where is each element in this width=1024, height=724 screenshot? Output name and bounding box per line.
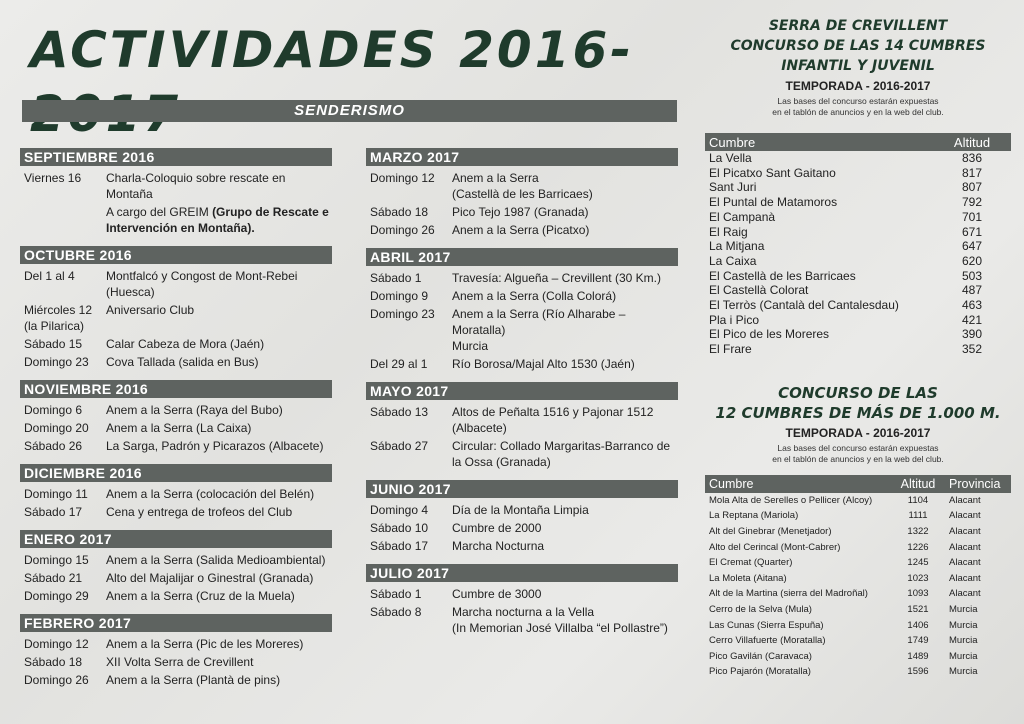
peak-province: Murcia [949, 619, 978, 631]
month-block [366, 248, 678, 372]
event-description [452, 502, 678, 518]
event-text: La Sarga, Padrón y Picarazos (Albacete) [106, 439, 324, 453]
event-text: Anem a la Serra (Río Alharabe – Moratalla) Murcia [452, 307, 626, 353]
table-row [705, 524, 1011, 540]
event-text: Cova Tallada (salida en Bus) [106, 355, 259, 369]
month-heading: JULIO 2017 [366, 564, 678, 582]
peak-altitude: 352 [961, 342, 983, 357]
event-date: Sábado 1 [370, 271, 422, 285]
section-title: SENDERISMO [22, 100, 677, 122]
table-row [705, 210, 1011, 225]
peak-province: Alacant [949, 526, 981, 538]
event-description [452, 356, 678, 372]
peak-name: El Terròs (Cantalà del Cantalesdau) [709, 298, 899, 313]
event-text: Alto del Majalijar o Ginestral (Granada) [106, 571, 314, 585]
table-row [705, 508, 1011, 524]
event-date: Sábado 8 [370, 605, 422, 619]
contest-14-note: Las bases del concurso estarán expuestas en el tablón de anuncios y en la web del club. [772, 96, 944, 117]
table-row [705, 586, 1011, 602]
table-row [705, 239, 1011, 254]
peak-name: Sant Juri [709, 180, 757, 195]
column-header-provincia: Provincia [945, 475, 1011, 493]
month-block [20, 530, 332, 604]
event-date: Sábado 17 [370, 539, 429, 553]
event-description [106, 302, 332, 334]
peak-altitude: 1322 [907, 526, 929, 538]
event-description [106, 654, 332, 670]
event-row [366, 356, 678, 372]
event-date: Sábado 17 [24, 505, 83, 519]
contest-14-table [705, 133, 1011, 357]
table-header-row [705, 475, 1011, 493]
column-header-altitud: Altitud [933, 133, 1011, 151]
peak-altitude: 701 [961, 209, 983, 224]
calendar-column-2 [366, 148, 678, 646]
contest-12-title-line: CONCURSO DE LAS [778, 383, 938, 402]
event-row [20, 552, 332, 568]
peak-altitude: 620 [961, 253, 983, 268]
event-description [106, 486, 332, 502]
event-row [20, 354, 332, 370]
event-text: Calar Cabeza de Mora (Jaén) [106, 337, 265, 351]
month-block [20, 464, 332, 520]
peak-altitude: 503 [961, 268, 983, 283]
event-row [366, 204, 678, 220]
event-date: Domingo 15 [24, 553, 89, 567]
event-date: Domingo 20 [24, 421, 89, 435]
event-row [20, 420, 332, 436]
peak-name: El Castellà Colorat [709, 283, 809, 298]
peak-province: Murcia [949, 604, 978, 615]
contest-12-table [705, 475, 1011, 680]
event-description [106, 438, 332, 454]
peak-name: La Reptana (Mariola) [709, 510, 799, 522]
month-block [20, 380, 332, 454]
month-heading: MAYO 2017 [366, 382, 678, 400]
peak-altitude: 421 [961, 312, 983, 327]
peak-name: El Pico de les Moreres [709, 327, 830, 342]
table-row [705, 313, 1011, 328]
event-date: Domingo 26 [370, 223, 435, 237]
event-text: Marcha nocturna a la Vella (In Memorian José Villalba “el Pollastre”) [452, 605, 668, 635]
event-description [106, 552, 332, 568]
table-row [705, 269, 1011, 284]
month-block [366, 564, 678, 636]
event-description [106, 402, 332, 418]
event-text: Anem a la Serra (Colla Colorá) [452, 289, 617, 303]
table-row [705, 493, 1011, 509]
table-row [705, 618, 1011, 634]
month-block [366, 480, 678, 554]
event-date: Domingo 23 [24, 355, 89, 369]
event-text: Cumbre de 3000 [452, 587, 542, 601]
peak-province: Murcia [949, 666, 978, 678]
event-description [106, 170, 332, 202]
event-description [452, 538, 678, 554]
month-block [366, 382, 678, 470]
table-row [705, 298, 1011, 313]
event-text: Anem a la Serra (Salida Medioambiental) [106, 553, 326, 567]
event-date: Domingo 9 [370, 289, 429, 303]
table-row [705, 555, 1011, 571]
peak-province: Alacant [949, 510, 981, 522]
peak-name: Pico Pajarón (Moratalla) [709, 666, 811, 678]
event-row [366, 604, 678, 636]
event-text: Anem a la Serra (Pic de les Moreres) [106, 637, 304, 651]
event-row [366, 538, 678, 554]
event-description [106, 204, 332, 236]
month-heading: NOVIEMBRE 2016 [20, 380, 332, 398]
event-row [366, 404, 678, 436]
peak-province: Alacant [949, 541, 981, 553]
event-row [20, 672, 332, 688]
event-text: A cargo del GREIM [106, 205, 209, 219]
event-row [366, 288, 678, 304]
peak-altitude: 1226 [907, 541, 929, 553]
peak-name: El Picatxo Sant Gaitano [709, 165, 836, 180]
event-row [20, 302, 332, 334]
event-text: Anem a la Serra (Cruz de la Muela) [106, 589, 295, 603]
peak-name: Cerro Villafuerte (Moratalla) [709, 635, 826, 647]
event-row [366, 270, 678, 286]
event-description [106, 672, 332, 688]
column-header-altitud: Altitud [891, 475, 945, 493]
event-row [366, 586, 678, 602]
event-description [106, 336, 332, 352]
peak-altitude: 1749 [907, 635, 929, 647]
event-text: Montfalcó y Congost de Mont-Rebei (Huesca) [106, 269, 298, 299]
table-row [705, 571, 1011, 587]
event-row [20, 504, 332, 520]
month-block [20, 614, 332, 688]
peak-name: El Cremat (Quarter) [709, 557, 793, 569]
table-row [705, 283, 1011, 298]
peak-name: El Frare [709, 342, 752, 357]
peak-province: Alacant [949, 572, 981, 584]
event-date: Miércoles 12 (la Pilarica) [24, 303, 93, 333]
event-description [452, 204, 678, 220]
peak-name: Mola Alta de Serelles o Pellicer (Alcoy) [709, 494, 873, 506]
event-row [20, 570, 332, 586]
peak-name: La Moleta (Aitana) [709, 572, 787, 584]
event-row [366, 222, 678, 238]
event-text: XII Volta Serra de Crevillent [106, 655, 254, 669]
month-heading: ABRIL 2017 [366, 248, 678, 266]
peak-altitude: 1489 [907, 650, 929, 662]
peak-name: El Raig [709, 224, 748, 239]
peak-altitude: 1023 [907, 572, 929, 584]
event-date: Domingo 12 [370, 171, 435, 185]
event-description [106, 420, 332, 436]
event-description [452, 586, 678, 602]
table-row [705, 633, 1011, 649]
contest-12-title-line: 12 CUMBRES DE MÁS DE 1.000 M. [715, 403, 1001, 422]
contest-14-title-line: CONCURSO DE LAS 14 CUMBRES [730, 38, 986, 54]
peak-altitude: 792 [961, 195, 983, 210]
event-date: Sábado 27 [370, 439, 429, 453]
contest-14-season: TEMPORADA - 2016-2017 [785, 79, 931, 93]
event-row [20, 402, 332, 418]
event-text: Anem a la Serra (Plantà de pins) [106, 673, 281, 687]
calendar-column-1 [20, 148, 332, 698]
event-row [20, 636, 332, 652]
event-description [106, 636, 332, 652]
event-description [106, 268, 332, 300]
table-row [705, 342, 1011, 357]
table-row [705, 180, 1011, 195]
event-date: Sábado 15 [24, 337, 83, 351]
peak-name: Pla i Pico [709, 312, 760, 327]
month-block [20, 246, 332, 370]
table-row [705, 664, 1011, 680]
event-date: Viernes 16 [24, 171, 82, 185]
event-date: Sábado 26 [24, 439, 83, 453]
event-text: Travesía: Algueña – Crevillent (30 Km.) [452, 271, 661, 285]
event-row [366, 438, 678, 470]
event-row [366, 520, 678, 536]
peak-name: Las Cunas (Sierra Espuña) [709, 619, 824, 631]
event-text-bold: (Grupo de Rescate e Intervención en Montaña). [106, 205, 329, 235]
table-row [705, 327, 1011, 342]
event-date: Domingo 11 [24, 487, 88, 501]
event-row [20, 336, 332, 352]
event-text: Anem a la Serra (Castellà de les Barricaes) [452, 171, 593, 201]
event-description [452, 520, 678, 536]
peak-altitude: 1111 [908, 510, 928, 522]
event-description [452, 170, 678, 202]
peak-altitude: 463 [961, 298, 983, 313]
month-block [20, 148, 332, 236]
peak-name: El Campanà [709, 209, 776, 224]
event-text: Charla-Coloquio sobre rescate en Montaña [106, 171, 286, 201]
event-description [106, 588, 332, 604]
event-text: Cena y entrega de trofeos del Club [106, 505, 293, 519]
main-title: ACTIVIDADES 2016- [30, 21, 635, 79]
month-block [366, 148, 678, 238]
peak-province: Alacant [949, 588, 981, 600]
event-text: Anem a la Serra (La Caixa) [106, 421, 252, 435]
event-date: Sábado 18 [24, 655, 83, 669]
peak-altitude: 1245 [907, 557, 929, 569]
event-text: Anem a la Serra (Picatxo) [452, 223, 590, 237]
event-row [366, 170, 678, 202]
event-row [20, 268, 332, 300]
contest-14-title-line: SERRA DE CREVILLENT [768, 18, 948, 34]
contest-12-header [705, 383, 1011, 465]
peak-altitude: 647 [961, 239, 983, 254]
table-row [705, 649, 1011, 665]
event-description [452, 604, 678, 636]
peak-altitude: 390 [961, 327, 983, 342]
table-row [705, 254, 1011, 269]
event-row [20, 588, 332, 604]
contest-12-note: Las bases del concurso estarán expuestas en el tablón de anuncios y en la web del club. [772, 442, 944, 464]
month-heading: FEBRERO 2017 [20, 614, 332, 632]
event-row [20, 486, 332, 502]
peak-altitude: 1596 [907, 666, 929, 678]
event-description [452, 222, 678, 238]
peak-name: La Caixa [709, 253, 757, 268]
peak-province: Alacant [949, 557, 981, 569]
event-date: Domingo 29 [24, 589, 89, 603]
event-date: Sábado 1 [370, 587, 422, 601]
event-date: Domingo 26 [24, 673, 89, 687]
event-text: Aniversario Club [106, 303, 195, 317]
event-description [452, 438, 678, 470]
event-text: Anem a la Serra (Raya del Bubo) [106, 403, 283, 417]
event-row [20, 204, 332, 236]
event-date: Domingo 23 [370, 307, 435, 321]
event-date: Sábado 18 [370, 205, 429, 219]
peak-name: Pico Gavilán (Caravaca) [709, 650, 812, 662]
event-text: Río Borosa/Majal Alto 1530 (Jaén) [452, 357, 635, 371]
event-date [20, 204, 106, 236]
month-heading: OCTUBRE 2016 [20, 246, 332, 264]
contest-14-header [705, 16, 1011, 118]
event-text: Cumbre de 2000 [452, 521, 542, 535]
event-date: Sábado 13 [370, 405, 429, 419]
peak-altitude: 836 [961, 151, 983, 165]
peak-altitude: 671 [961, 224, 983, 239]
month-heading: DICIEMBRE 2016 [20, 464, 332, 482]
event-description [106, 354, 332, 370]
event-text: Altos de Peñalta 1516 y Pajonar 1512 (Albacete) [452, 405, 654, 435]
month-heading: MARZO 2017 [366, 148, 678, 166]
contest-12-season: TEMPORADA - 2016-2017 [785, 425, 931, 440]
event-date: Del 29 al 1 [370, 357, 428, 371]
peak-altitude: 1406 [907, 619, 929, 631]
month-heading: SEPTIEMBRE 2016 [20, 148, 332, 166]
table-row [705, 151, 1011, 166]
event-row [366, 306, 678, 354]
event-text: Circular: Collado Margaritas-Barranco de la Ossa (Granada) [452, 439, 671, 469]
contest-14-title-line: INFANTIL Y JUVENIL [781, 58, 935, 74]
table-row [705, 166, 1011, 181]
table-row [705, 540, 1011, 556]
event-row [20, 654, 332, 670]
event-description [452, 306, 678, 354]
peak-altitude: 1104 [907, 494, 929, 506]
month-heading: ENERO 2017 [20, 530, 332, 548]
peak-name: La Vella [709, 151, 752, 165]
event-description [452, 404, 678, 436]
table-row [705, 225, 1011, 240]
peak-name: El Castellà de les Barricaes [709, 268, 856, 283]
peak-altitude: 807 [961, 180, 983, 195]
month-heading: JUNIO 2017 [366, 480, 678, 498]
event-text: Pico Tejo 1987 (Granada) [452, 205, 589, 219]
event-date: Domingo 6 [24, 403, 83, 417]
peak-province: Alacant [949, 494, 981, 506]
event-row [20, 438, 332, 454]
column-header-cumbre: Cumbre [705, 133, 933, 151]
peak-name: Alt del Ginebrar (Menetjador) [709, 526, 832, 538]
peak-altitude: 1093 [907, 588, 929, 600]
peak-province: Murcia [949, 635, 978, 647]
table-row [705, 195, 1011, 210]
event-description [452, 288, 678, 304]
event-description [452, 270, 678, 286]
peak-name: Cerro de la Selva (Mula) [709, 604, 812, 615]
peak-altitude: 817 [961, 165, 983, 180]
event-row [20, 170, 332, 202]
peak-name: Alt de la Martina (sierra del Madroñal) [709, 588, 868, 600]
peak-altitude: 487 [961, 283, 983, 298]
peak-altitude: 1521 [907, 604, 929, 615]
event-date: Sábado 21 [24, 571, 83, 585]
peak-name: La Mitjana [709, 239, 765, 254]
peak-province: Murcia [949, 650, 978, 662]
event-text: Marcha Nocturna [452, 539, 545, 553]
contests-panel [705, 0, 1011, 680]
event-text: Anem a la Serra (colocación del Belén) [106, 487, 315, 501]
event-row [366, 502, 678, 518]
table-header-row [705, 133, 1011, 151]
event-date: Domingo 12 [24, 637, 89, 651]
table-row [705, 602, 1011, 618]
event-description [106, 504, 332, 520]
event-date: Domingo 4 [370, 503, 429, 517]
peak-name: Alto del Cerincal (Mont-Cabrer) [709, 541, 841, 553]
column-header-cumbre: Cumbre [705, 475, 891, 493]
event-description [106, 570, 332, 586]
peak-name: El Puntal de Matamoros [709, 195, 838, 210]
event-date: Del 1 al 4 [24, 269, 75, 283]
event-text: Día de la Montaña Limpia [452, 503, 589, 517]
event-date: Sábado 10 [370, 521, 429, 535]
